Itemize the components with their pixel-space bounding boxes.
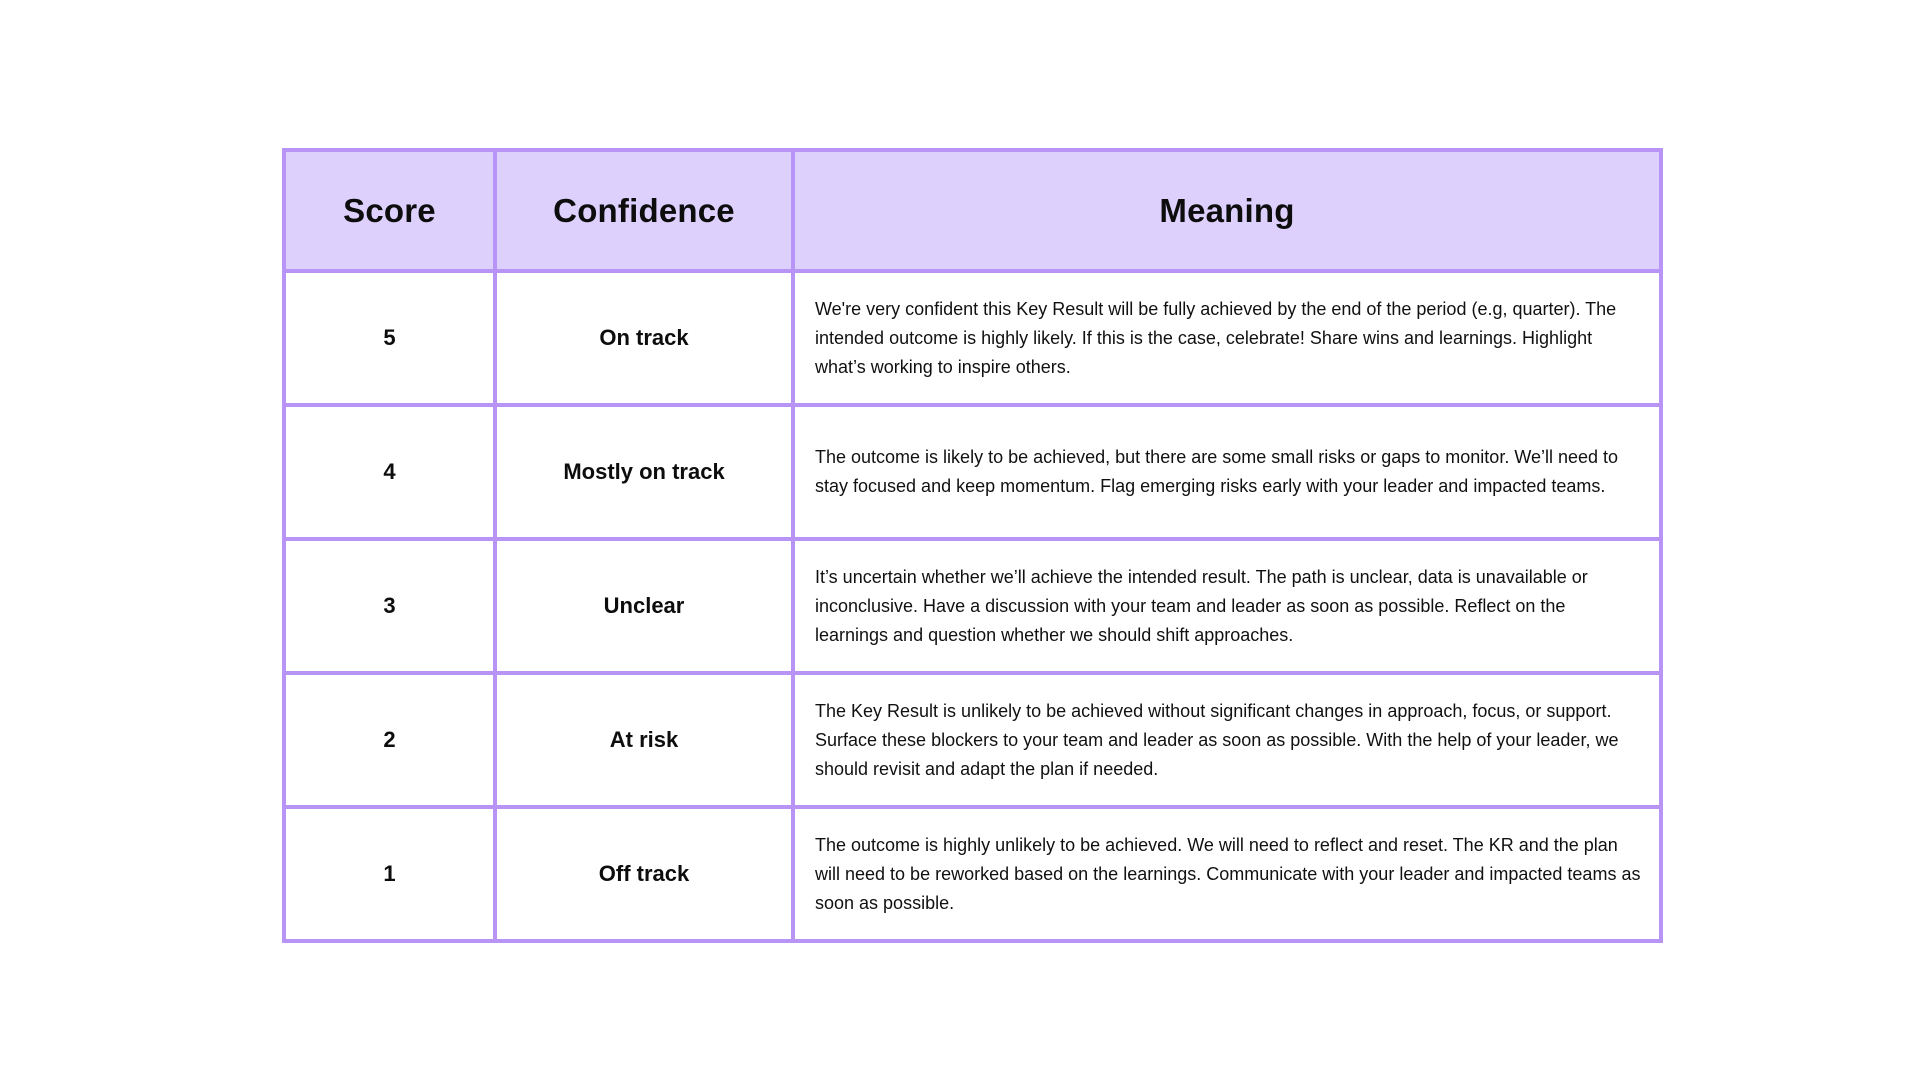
table-row: [284, 539, 1661, 673]
score-cell: 5: [284, 271, 495, 405]
meaning-cell: The outcome is likely to be achieved, but there are some small risks or gaps to monitor. We’ll need to stay focused and keep momentum. Flag emerging risks early with your leader and impacted teams.: [793, 405, 1661, 539]
score-cell: 2: [284, 673, 495, 807]
table-header: [284, 150, 1661, 271]
header-score: Score: [284, 150, 495, 271]
table-header-row: [284, 150, 1661, 271]
confidence-score-table: [282, 148, 1663, 943]
confidence-cell: Unclear: [495, 539, 793, 673]
meaning-cell: We're very confident this Key Result will be fully achieved by the end of the period (e.g, quarter). The intended outcome is highly likely. If this is the case, celebrate! Share wins and learnings. Highlight what’s working to inspire others.: [793, 271, 1661, 405]
header-meaning: Meaning: [793, 150, 1661, 271]
table-body: [284, 271, 1661, 941]
meaning-cell: The outcome is highly unlikely to be achieved. We will need to reflect and reset. The KR and the plan will need to be reworked based on the learnings. Communicate with your leader and impacted teams as soon as possible.: [793, 807, 1661, 941]
meaning-cell: The Key Result is unlikely to be achieved without significant changes in approach, focus, or support. Surface these blockers to your team and leader as soon as possible. With the help of your leader, we should revisit and adapt the plan if needed.: [793, 673, 1661, 807]
confidence-score-table-container: [282, 148, 1659, 943]
score-cell: 1: [284, 807, 495, 941]
score-cell: 4: [284, 405, 495, 539]
confidence-cell: At risk: [495, 673, 793, 807]
table-row: [284, 405, 1661, 539]
meaning-cell: It’s uncertain whether we’ll achieve the intended result. The path is unclear, data is unavailable or inconclusive. Have a discussion with your team and leader as soon as possible. Reflect on the learnings and question whether we should shift approaches.: [793, 539, 1661, 673]
table-row: [284, 807, 1661, 941]
table-row: [284, 673, 1661, 807]
confidence-cell: Mostly on track: [495, 405, 793, 539]
header-confidence: Confidence: [495, 150, 793, 271]
confidence-cell: Off track: [495, 807, 793, 941]
confidence-cell: On track: [495, 271, 793, 405]
table-row: [284, 271, 1661, 405]
score-cell: 3: [284, 539, 495, 673]
